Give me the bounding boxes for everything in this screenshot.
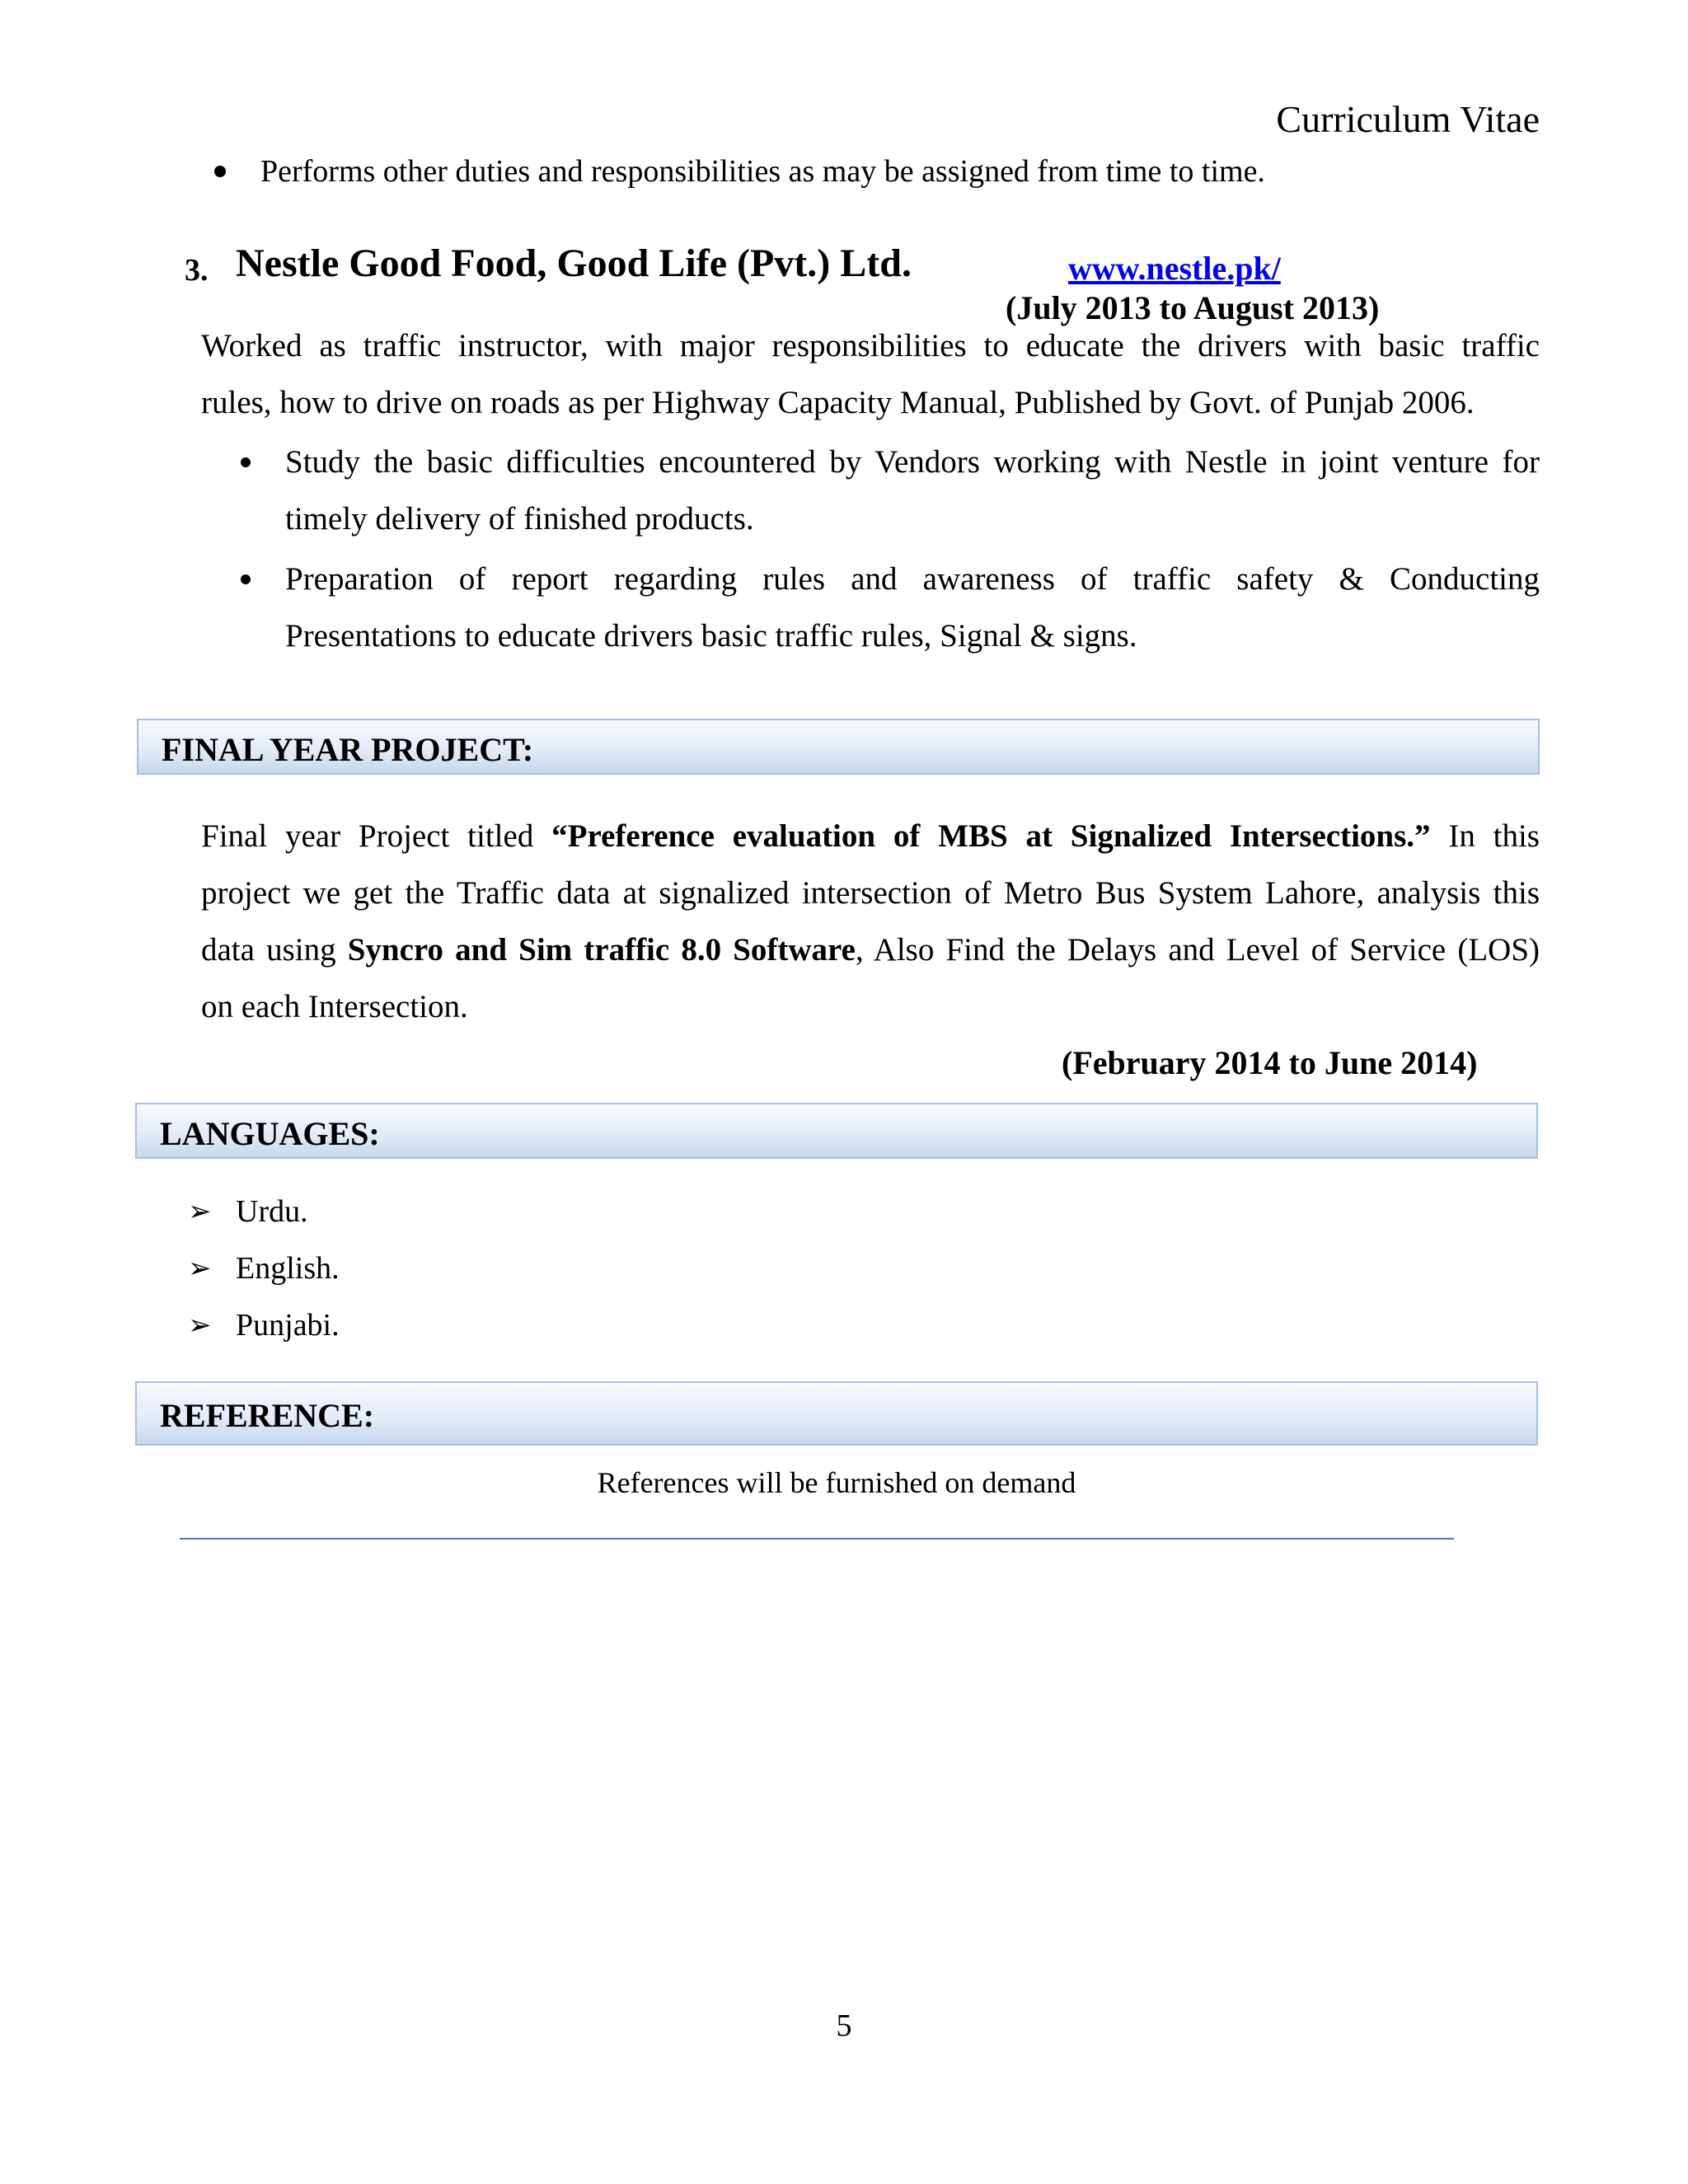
project-dates: (February 2014 to June 2014) (1062, 1044, 1478, 1081)
project-after-title: In this (1430, 818, 1540, 854)
language-name: Punjabi. (236, 1308, 340, 1343)
section-heading: LANGUAGES: (160, 1115, 380, 1152)
project-line3-pre: data using (201, 932, 348, 968)
language-name: Urdu. (236, 1194, 308, 1229)
bullet-line: Study the basic difficulties encountered by Vendors working with Nestle in joint venture for (285, 444, 1540, 480)
experience-bullet-list (201, 434, 1540, 666)
bullet-line: timely delivery of finished products. (285, 501, 754, 537)
language-name: English. (236, 1251, 340, 1286)
horizontal-rule (180, 1538, 1454, 1540)
arrowhead-right-icon: ➢ (188, 1195, 212, 1228)
company-website-link[interactable]: www.nestle.pk/ (1068, 250, 1281, 287)
experience-bullet-item (201, 434, 1540, 549)
reference-text: References will be furnished on demand (597, 1466, 1076, 1499)
page-header-title: Curriculum Vitae (1276, 98, 1540, 140)
arrowhead-right-icon: ➢ (188, 1309, 212, 1342)
project-software: Syncro and Sim traffic 8.0 Software (347, 932, 856, 968)
bullet-icon (241, 457, 251, 467)
experience-summary-line1: Worked as traffic instructor, with major responsibilities to educate the drivers with basic traffic (201, 328, 1540, 363)
project-line3 (201, 921, 1540, 978)
project-line3-post: , Also Find the Delays and Level of Service (LOS) (855, 932, 1540, 968)
arrowhead-right-icon: ➢ (188, 1252, 212, 1285)
bullet-icon (241, 574, 251, 584)
experience-company: Nestle Good Food, Good Life (Pvt.) Ltd. (236, 241, 912, 285)
section-heading: REFERENCE: (160, 1397, 375, 1434)
project-line2: project we get the Traffic data at signalized intersection of Metro Bus System Lahore, analysis this (201, 875, 1540, 911)
bullet-line: Presentations to educate drivers basic traffic rules, Signal & signs. (285, 618, 1137, 654)
project-intro: Final year Project titled (201, 818, 552, 854)
experience-bullet-item (201, 551, 1540, 666)
project-title: “Preference evaluation of MBS at Signalized Intersections.” (551, 818, 1431, 854)
project-line1 (201, 808, 1540, 865)
section-bar-languages (135, 1103, 1538, 1159)
section-bar-final-year-project (137, 719, 1540, 775)
experience-summary-line2: rules, how to drive on roads as per Highway Capacity Manual, Published by Govt. of Punjab 2006. (201, 385, 1475, 420)
top-bullet-text: Performs other duties and responsibilities as may be assigned from time to time. (260, 154, 1265, 189)
experience-dates: (July 2013 to August 2013) (1006, 289, 1380, 326)
section-heading: FINAL YEAR PROJECT: (162, 731, 534, 768)
page-number: 5 (836, 2008, 852, 2043)
experience-number: 3. (185, 253, 209, 288)
bullet-line: Preparation of report regarding rules and awareness of traffic safety & Conducting (285, 561, 1540, 597)
project-line4: on each Intersection. (201, 989, 468, 1024)
section-bar-reference (135, 1381, 1538, 1446)
bullet-icon (214, 166, 226, 177)
